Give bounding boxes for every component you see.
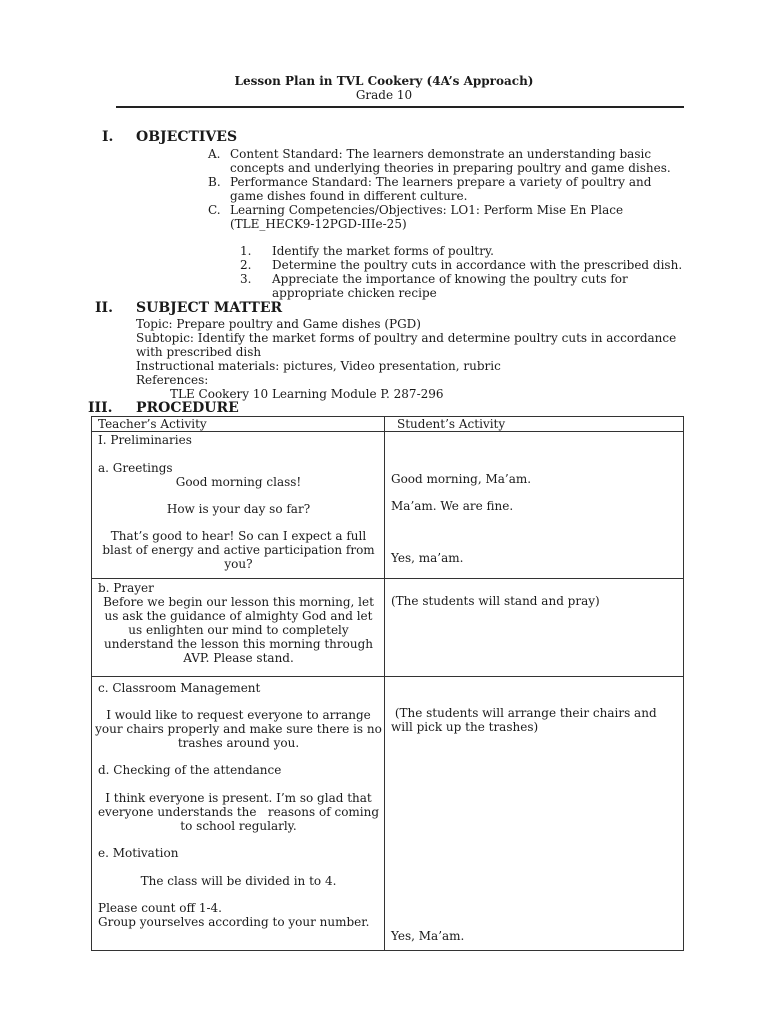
teacher-line: trashes around you. bbox=[177, 736, 300, 750]
competency-number: 2. bbox=[240, 258, 252, 272]
objective-letter: A. bbox=[208, 147, 221, 161]
attendance-label: d. Checking of the attendance bbox=[98, 763, 282, 777]
competency-text: Identify the market forms of poultry. bbox=[272, 244, 494, 258]
teacher-line: us enlighten our mind to completely bbox=[128, 623, 349, 637]
section-title-objectives: OBJECTIVES bbox=[136, 129, 238, 145]
teacher-line: The class will be divided in to 4. bbox=[140, 874, 337, 888]
student-line: (The students will stand and pray) bbox=[391, 594, 600, 608]
teacher-line: us ask the guidance of almighty God and let bbox=[104, 609, 373, 623]
competency-number: 1. bbox=[240, 244, 252, 258]
teacher-line: your chairs properly and make sure there is no bbox=[95, 722, 382, 736]
student-line: Yes, Ma’am. bbox=[391, 929, 465, 943]
teacher-line: Before we begin our lesson this morning, let bbox=[103, 595, 374, 609]
competency-number: 3. bbox=[240, 272, 252, 286]
teacher-line: Group yourselves according to your number. bbox=[98, 915, 370, 929]
table-row bbox=[92, 579, 684, 677]
teacher-activity-header: Teacher’s Activity bbox=[92, 417, 385, 432]
title-divider bbox=[116, 106, 684, 108]
teacher-line: AVP. Please stand. bbox=[183, 651, 294, 665]
student-line: Good morning, Ma’am. bbox=[391, 472, 532, 486]
teacher-line: That’s good to hear! So can I expect a full bbox=[110, 529, 367, 543]
greetings-label: a. Greetings bbox=[98, 461, 173, 475]
section-number-subject-matter: II. bbox=[95, 300, 113, 316]
teacher-line: you? bbox=[224, 557, 253, 571]
student-activity-header: Student’s Activity bbox=[385, 417, 684, 432]
teacher-line: everyone understands the reasons of coming bbox=[97, 805, 380, 819]
teacher-cell-preliminaries bbox=[92, 432, 385, 579]
section-title-subject-matter: SUBJECT MATTER bbox=[136, 300, 283, 316]
objective-text: Performance Standard: The learners prepare a variety of poultry and bbox=[230, 175, 652, 189]
section-number-objectives: I. bbox=[102, 129, 114, 145]
table-header-row bbox=[92, 417, 684, 432]
teacher-line: blast of energy and active participation from bbox=[102, 543, 375, 557]
teacher-line: I think everyone is present. I’m so glad that bbox=[105, 791, 372, 805]
teacher-line: How is your day so far? bbox=[166, 502, 311, 516]
student-cell-preliminaries bbox=[385, 432, 684, 579]
teacher-cell-management bbox=[92, 677, 385, 951]
procedure-table bbox=[91, 416, 684, 951]
topic-line: Topic: Prepare poultry and Game dishes (PGD) bbox=[136, 317, 421, 331]
competency-text: appropriate chicken recipe bbox=[272, 286, 437, 300]
student-line: Yes, ma’am. bbox=[391, 551, 464, 565]
subtopic-line: Subtopic: Identify the market forms of poultry and determine poultry cuts in accordance bbox=[136, 331, 677, 345]
objective-letter: C. bbox=[208, 203, 221, 217]
table-row bbox=[92, 432, 684, 579]
section-title-procedure: PROCEDURE bbox=[136, 400, 239, 416]
objective-text: Learning Competencies/Objectives: LO1: Perform Mise En Place bbox=[230, 203, 624, 217]
subtopic-line-continued: with prescribed dish bbox=[136, 345, 262, 359]
teacher-cell-prayer bbox=[92, 579, 385, 677]
objective-text: (TLE_HECK9-12PGD-IIIe-25) bbox=[230, 217, 407, 231]
student-line: Ma’am. We are fine. bbox=[391, 499, 514, 513]
teacher-line: to school regularly. bbox=[180, 819, 297, 833]
objective-text: concepts and underlying theories in preparing poultry and game dishes. bbox=[230, 161, 671, 175]
materials-line: Instructional materials: pictures, Video presentation, rubric bbox=[136, 359, 501, 373]
student-cell-management bbox=[385, 677, 684, 951]
table-row bbox=[92, 677, 684, 951]
student-line: (The students will arrange their chairs and bbox=[391, 706, 657, 720]
motivation-label: e. Motivation bbox=[98, 846, 179, 860]
classroom-management-label: c. Classroom Management bbox=[98, 681, 261, 695]
section-number-procedure: III. bbox=[88, 400, 113, 416]
document-title: Lesson Plan in TVL Cookery (4A’s Approach) bbox=[234, 74, 534, 88]
competency-text: Appreciate the importance of knowing the poultry cuts for bbox=[272, 272, 628, 286]
objective-text: Content Standard: The learners demonstrate an understanding basic bbox=[230, 147, 652, 161]
objective-letter: B. bbox=[208, 175, 221, 189]
teacher-line: Good morning class! bbox=[175, 475, 302, 489]
objective-text: game dishes found in different culture. bbox=[230, 189, 468, 203]
student-line: will pick up the trashes) bbox=[391, 720, 539, 734]
references-label: References: bbox=[136, 373, 209, 387]
competency-text: Determine the poultry cuts in accordance with the prescribed dish. bbox=[272, 258, 683, 272]
preliminaries-label: I. Preliminaries bbox=[98, 433, 192, 447]
teacher-line: Please count off 1-4. bbox=[98, 901, 222, 915]
prayer-label: b. Prayer bbox=[98, 581, 154, 595]
teacher-line: understand the lesson this morning through bbox=[104, 637, 373, 651]
reference-item: TLE Cookery 10 Learning Module P. 287-296 bbox=[170, 387, 444, 401]
student-cell-prayer bbox=[385, 579, 684, 677]
teacher-line: I would like to request everyone to arrange bbox=[106, 708, 371, 722]
grade-label: Grade 10 bbox=[355, 88, 413, 102]
